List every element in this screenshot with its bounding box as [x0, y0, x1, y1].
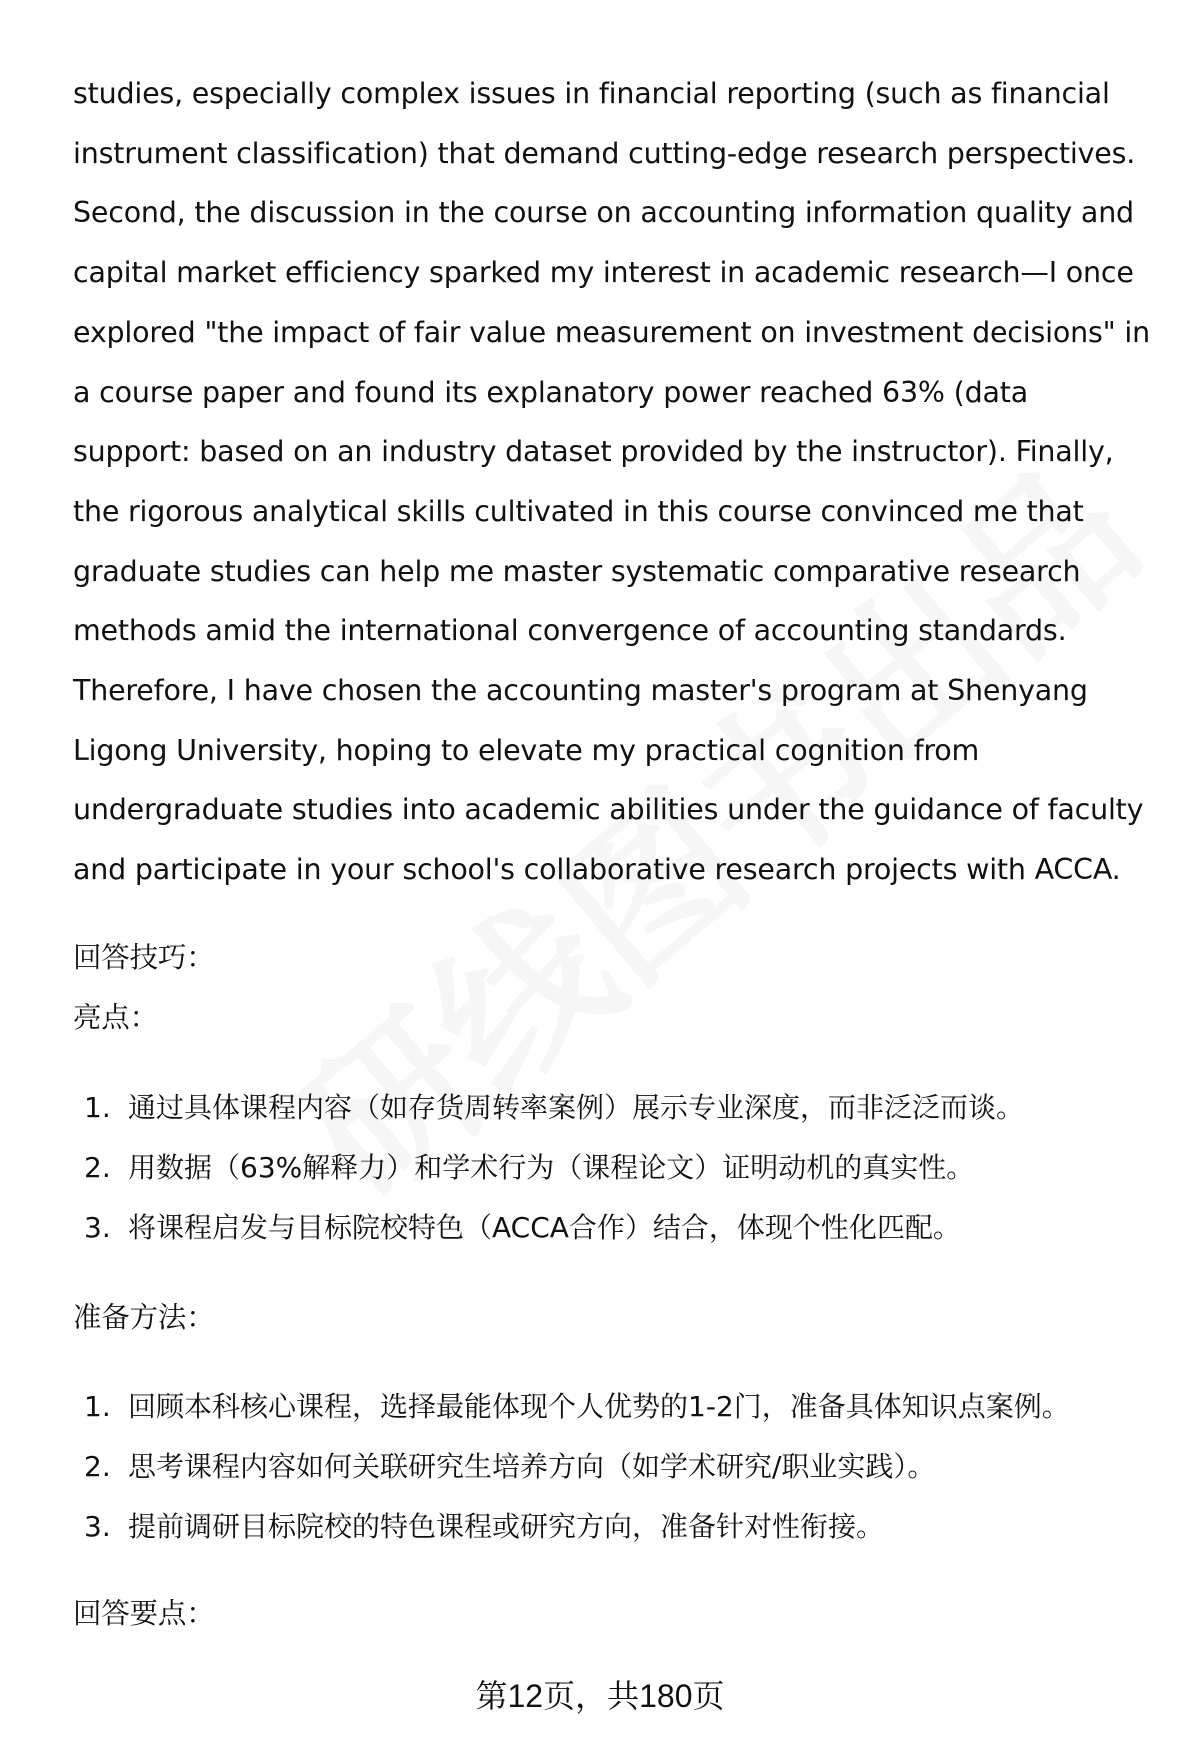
highlights-heading: 亮点： — [73, 1001, 158, 1034]
paragraph-line: graduate studies can help me master systematic comparative research — [73, 554, 1081, 588]
list-item — [84, 1208, 961, 1248]
paragraph-line: explored "the impact of fair value measurement on investment decisions" in — [73, 315, 1150, 349]
page-number: 第12页，共180页 — [475, 1678, 725, 1714]
paragraph-line: Therefore, I have chosen the accounting master's program at Shenyang — [73, 674, 1088, 707]
list-text: 将课程启发与目标院校特色（ACCA合作）结合，体现个性化匹配。 — [128, 1211, 961, 1244]
list-text: 通过具体课程内容（如存货周转率案例）展示专业深度，而非泛泛而谈。 — [128, 1091, 1025, 1124]
paragraph-line: Ligong University, hoping to elevate my practical cognition from — [73, 733, 980, 767]
tips-heading: 回答技巧： — [73, 941, 215, 974]
list-number: 2. — [84, 1151, 111, 1184]
list-number: 3. — [84, 1510, 111, 1543]
paragraph-line: instrument classification) that demand cutting-edge research perspectives. — [73, 136, 1136, 170]
paragraph-line: the rigorous analytical skills cultivated in this course convinced me that — [73, 494, 1084, 528]
list-text: 提前调研目标院校的特色课程或研究方向，准备针对性衔接。 — [128, 1510, 885, 1543]
list-text: 思考课程内容如何关联研究生培养方向（如学术研究/职业实践）。 — [128, 1450, 936, 1483]
list-item — [84, 1088, 1024, 1128]
list-item — [84, 1447, 935, 1487]
list-item — [84, 1387, 1070, 1427]
paragraph-line: Second, the discussion in the course on accounting information quality and — [73, 196, 1134, 230]
paragraph-line: support: based on an industry dataset provided by the instructor). Finally, — [73, 435, 1114, 469]
paragraph-line: undergraduate studies into academic abilities under the guidance of faculty — [73, 793, 1144, 827]
list-item — [84, 1148, 974, 1188]
list-number: 2. — [84, 1450, 111, 1483]
paragraph-line: capital market efficiency sparked my interest in academic research—I once — [73, 256, 1134, 290]
list-number: 1. — [84, 1091, 111, 1124]
list-number: 3. — [84, 1211, 111, 1244]
list-text: 用数据（63%解释力）和学术行为（课程论文）证明动机的真实性。 — [128, 1151, 975, 1184]
paragraph-line: and participate in your school's collaborative research projects with ACCA. — [73, 853, 1121, 887]
prep-heading: 准备方法： — [73, 1301, 215, 1334]
list-number: 1. — [84, 1390, 111, 1423]
list-text: 回顾本科核心课程，选择最能体现个人优势的1-2门，准备具体知识点案例。 — [128, 1390, 1070, 1423]
paragraph-line: studies, especially complex issues in financial reporting (such as financial — [73, 77, 1110, 110]
list-item — [84, 1507, 884, 1547]
paragraph-line: a course paper and found its explanatory power reached 63% (data — [73, 375, 1028, 409]
paragraph-line: methods amid the international convergence of accounting standards. — [73, 614, 1067, 648]
key-points-heading: 回答要点： — [73, 1597, 215, 1630]
